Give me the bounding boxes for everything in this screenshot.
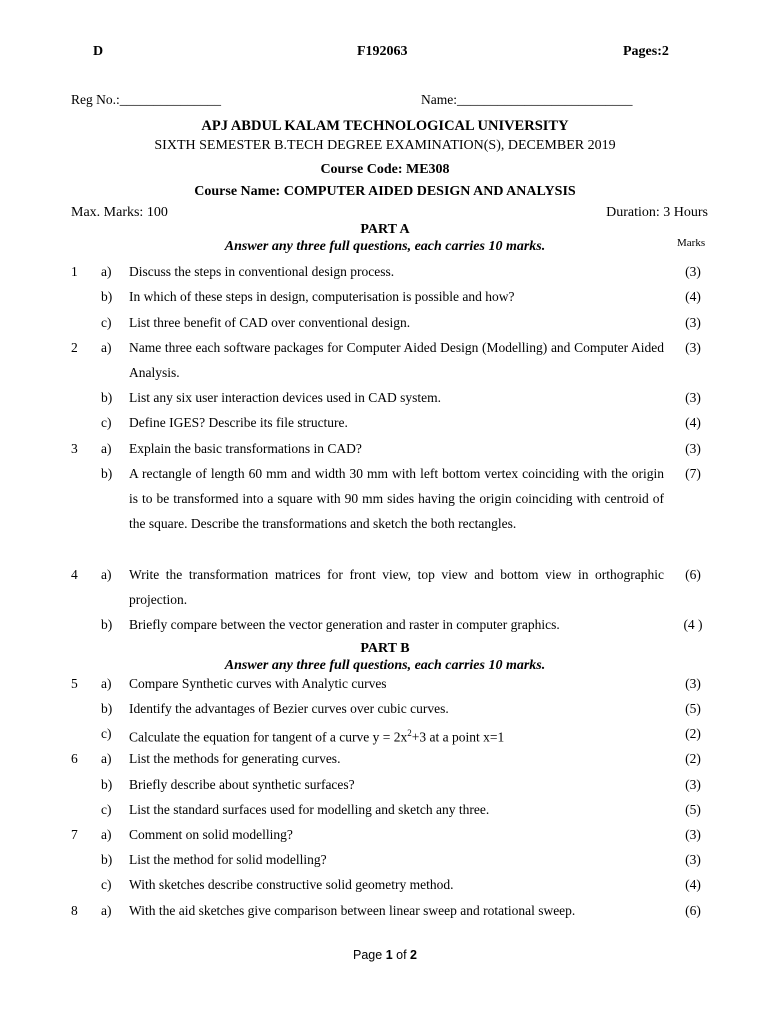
paper-series: D: [93, 44, 104, 59]
question-text: Define IGES? Describe its file structure.: [129, 415, 348, 430]
footer-current-page: 1: [385, 948, 393, 962]
page-footer: [0, 948, 770, 962]
question-text: List any six user interaction devices used in CAD system.: [129, 390, 441, 405]
question-part: a): [101, 751, 112, 766]
question-part: a): [101, 903, 112, 918]
question-row: [0, 903, 770, 929]
question-marks: (3): [685, 390, 701, 405]
question-text: Write the transformation matrices for front view, top view and bottom view in orthographic projection.: [129, 567, 664, 608]
question-part: a): [101, 827, 112, 842]
question-marks: (3): [685, 852, 701, 867]
question-marks: (5): [685, 701, 701, 716]
question-part: a): [101, 264, 112, 279]
question-part: b): [101, 466, 113, 481]
question-text: Briefly describe about synthetic surfaces?: [129, 777, 355, 792]
part-b-title: PART B: [360, 641, 410, 656]
question-part: a): [101, 567, 112, 582]
question-number: 6: [71, 751, 78, 766]
question-marks: (2): [685, 726, 701, 741]
question-part: b): [101, 289, 113, 304]
question-text: List three benefit of CAD over conventional design.: [129, 315, 411, 330]
part-b-instruction: Answer any three full questions, each carries 10 marks.: [224, 658, 546, 673]
question-marks: (3): [685, 264, 701, 279]
question-part: b): [101, 777, 113, 792]
question-row: [0, 466, 770, 532]
question-part: c): [101, 315, 112, 330]
question-part: c): [101, 415, 112, 430]
question-marks: (2): [685, 751, 701, 766]
question-marks: (6): [685, 903, 701, 918]
question-text: List the method for solid modelling?: [129, 852, 327, 867]
question-text: List the standard surfaces used for modelling and sketch any three.: [129, 802, 490, 817]
question-text: Compare Synthetic curves with Analytic curves: [129, 676, 387, 691]
part-a-title: PART A: [360, 222, 410, 237]
equation-text-post: +3 at a point x=1: [411, 729, 505, 745]
question-text: Discuss the steps in conventional design process.: [129, 264, 395, 279]
footer-middle: of: [392, 948, 411, 962]
question-marks: (6): [685, 567, 701, 582]
question-number: 5: [71, 676, 78, 691]
question-marks: (5): [685, 802, 701, 817]
question-marks: (3): [685, 777, 701, 792]
question-text: Briefly compare between the vector generation and raster in computer graphics.: [129, 617, 560, 632]
question-number: 3: [71, 441, 78, 456]
question-part: b): [101, 617, 113, 632]
footer-prefix: Page: [353, 948, 386, 962]
question-part: b): [101, 390, 113, 405]
question-row: [0, 567, 770, 608]
question-row: [0, 617, 770, 643]
max-marks: Max. Marks: 100: [71, 205, 168, 220]
question-marks: (3): [685, 827, 701, 842]
question-marks: (3): [685, 315, 701, 330]
question-marks: (7): [685, 466, 701, 481]
question-text: With the aid sketches give comparison between linear sweep and rotational sweep.: [129, 903, 576, 918]
question-number: 7: [71, 827, 78, 842]
question-part: c): [101, 802, 112, 817]
exam-title: SIXTH SEMESTER B.TECH DEGREE EXAMINATION(S), DECEMBER 2019: [154, 138, 616, 153]
page-count: Pages:2: [623, 44, 669, 59]
question-number: 1: [71, 264, 78, 279]
question-part: a): [101, 441, 112, 456]
question-part: c): [101, 877, 112, 892]
question-text: A rectangle of length 60 mm and width 30 mm with left bottom vertex coinciding with the origin is to be transformed into a square with 90 mm sides having the origin coinciding with centroid of the square. Describe the transformations and sketch the both rectangles.: [129, 466, 664, 532]
question-part: b): [101, 852, 113, 867]
question-text: List the methods for generating curves.: [129, 751, 341, 766]
course-code: Course Code: ME308: [320, 162, 450, 177]
question-marks: (4): [685, 415, 701, 430]
paper-code: F192063: [357, 44, 408, 59]
question-part: a): [101, 340, 112, 355]
question-part: a): [101, 676, 112, 691]
equation-text-pre: Calculate the equation for tangent of a curve y = 2x: [129, 729, 408, 745]
question-text: Explain the basic transformations in CAD?: [129, 441, 362, 456]
question-marks: (3): [685, 340, 701, 355]
footer-total-pages: 2: [410, 948, 417, 962]
course-name: Course Name: COMPUTER AIDED DESIGN AND ANALYSIS: [194, 184, 576, 199]
question-text: Identify the advantages of Bezier curves over cubic curves.: [129, 701, 449, 716]
question-marks: (4): [685, 289, 701, 304]
question-part: c): [101, 726, 112, 741]
university-title: APJ ABDUL KALAM TECHNOLOGICAL UNIVERSITY: [201, 118, 569, 134]
question-row: [0, 340, 770, 381]
question-marks: (3): [685, 676, 701, 691]
question-number: 4: [71, 567, 78, 582]
question-text: In which of these steps in design, computerisation is possible and how?: [129, 289, 515, 304]
duration: Duration: 3 Hours: [606, 205, 708, 220]
question-text: Name three each software packages for Computer Aided Design (Modelling) and Computer Aided Analysis.: [129, 340, 664, 381]
equation-exponent: 2: [407, 728, 412, 738]
part-a-instruction: Answer any three full questions, each carries 10 marks.: [224, 239, 546, 254]
name-field: Name:__________________________: [421, 92, 633, 107]
question-text: With sketches describe constructive solid geometry method.: [129, 877, 454, 892]
question-number: 8: [71, 903, 78, 918]
question-marks: (3): [685, 441, 701, 456]
question-number: 2: [71, 340, 78, 355]
question-part: b): [101, 701, 113, 716]
marks-column-label: Marks: [677, 237, 706, 249]
question-text: Comment on solid modelling?: [129, 827, 293, 842]
question-marks: (4): [685, 877, 701, 892]
reg-no-field: Reg No.:_______________: [71, 92, 221, 107]
question-marks: (4 ): [683, 617, 703, 632]
